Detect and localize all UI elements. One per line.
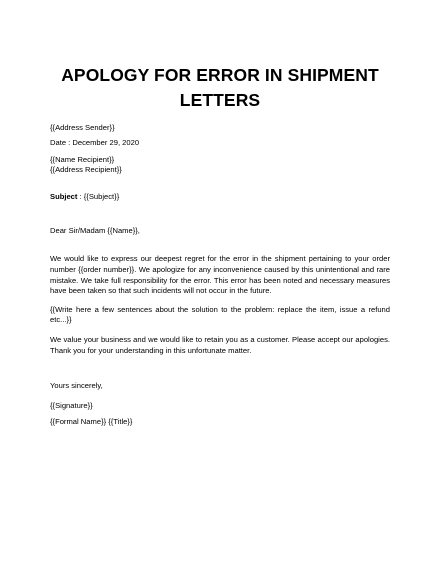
signature: {{Signature}}	[50, 400, 93, 410]
closing: Yours sincerely,	[50, 381, 103, 391]
letter-body	[50, 123, 390, 427]
address-sender: {{Address Sender}}	[50, 123, 115, 132]
date-line	[50, 138, 390, 148]
formal-name: {{Formal Name}} {{Title}}	[50, 417, 133, 426]
title-line-1: APOLOGY FOR ERROR IN SHIPMENT	[61, 65, 379, 85]
paragraph-solution: {{Write here a few sentences about the solution to the problem: replace the item, issue a refund etc...}}	[50, 304, 390, 325]
title-line-2: LETTERS	[179, 90, 261, 110]
date-value: December 29, 2020	[72, 138, 140, 148]
recipient-block	[50, 155, 390, 176]
address-recipient: {{Address Recipient}}	[50, 165, 122, 175]
salutation: Dear Sir/Madam {{Name}},	[50, 226, 140, 236]
subject-value: : {{Subject}}	[77, 191, 120, 201]
paragraph-regret: We would like to express our deepest regret for the error in the shipment pertaining to your order number {{order number}}. We apologize for any inconvenience caused by this unintentional and rare mistake. We take full responsibility for the error. This error has been noted and necessary measures have been taken so that such incidents will not occur in the future.	[50, 254, 390, 296]
paragraph-value: We value your business and we would like to retain you as a customer. Please accept our apologies. Thank you for your understanding in this unfortunate matter.	[50, 335, 390, 355]
name-recipient: {{Name Recipient}}	[50, 154, 115, 164]
subject-line	[50, 192, 390, 202]
date-label: Date :	[50, 138, 73, 148]
subject-label: Subject	[50, 191, 78, 201]
document-title	[50, 0, 390, 113]
